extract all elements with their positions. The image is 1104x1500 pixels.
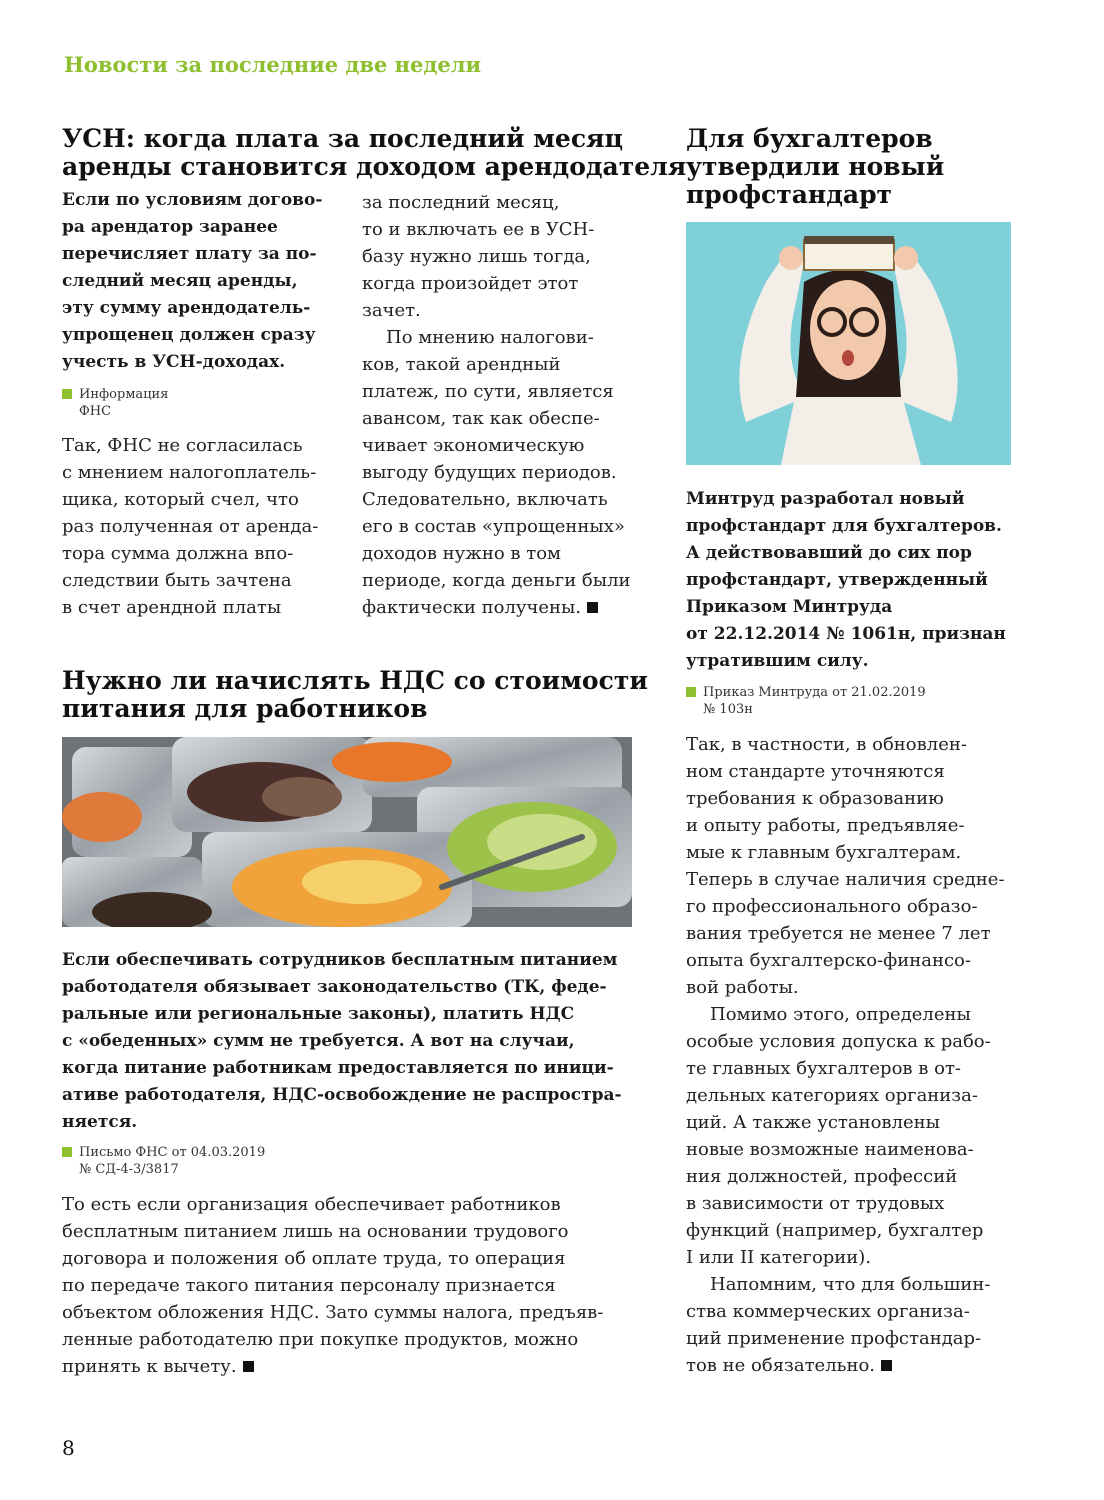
lead-line: работодателя обязывает законодательство (ТК, феде- xyxy=(62,977,607,997)
article3-source xyxy=(686,684,926,718)
body-line: функций (например, бухгалтер xyxy=(686,1220,984,1241)
lead-line: утратившим силу. xyxy=(686,651,869,671)
body-line: базу нужно лишь тогда, xyxy=(362,246,591,267)
headline-line: профстандарт xyxy=(686,180,893,209)
lead-line: профстандарт, утвержденный xyxy=(686,570,988,590)
body-line: ном стандарте уточняются xyxy=(686,761,945,782)
body-line: зачет. xyxy=(362,300,421,321)
body-line-text: тов не обязательно. xyxy=(686,1355,875,1376)
woman-with-book-photo-icon xyxy=(686,222,1011,465)
lead-line: Если обеспечивать сотрудников бесплатным питанием xyxy=(62,950,618,970)
body-line: авансом, так как обеспе- xyxy=(362,408,600,429)
lead-line: Если по условиям догово- xyxy=(62,190,323,210)
end-of-article-icon xyxy=(243,1361,254,1372)
article3-body xyxy=(686,731,1005,1379)
body-line-text: принять к вычету. xyxy=(62,1356,237,1377)
article1-body-right xyxy=(362,189,631,621)
lead-line: перечисляет плату за по- xyxy=(62,244,317,264)
body-line: го профессионального образо- xyxy=(686,896,978,917)
body-line: Следовательно, включать xyxy=(362,489,608,510)
body-line: выгоду будущих периодов. xyxy=(362,462,617,483)
body-line: опыта бухгалтерско-финансо- xyxy=(686,950,971,971)
body-line: ков, такой арендный xyxy=(362,354,561,375)
body-line: вой работы. xyxy=(686,977,799,998)
lead-line: профстандарт для бухгалтеров. xyxy=(686,516,1002,536)
woman-photo-illustration xyxy=(686,222,1011,465)
lead-line: няется. xyxy=(62,1112,138,1132)
body-line: ций применение профстандар- xyxy=(686,1328,982,1349)
article2-headline xyxy=(62,667,648,723)
lead-line: ральные или региональные законы), платить НДС xyxy=(62,1004,575,1024)
lead-line: А действовавший до сих пор xyxy=(686,543,972,563)
body-line: щика, который счел, что xyxy=(62,489,299,510)
source-bullet-icon xyxy=(62,389,72,399)
body-line: Напомним, что для большин- xyxy=(710,1274,991,1295)
body-line: Так, ФНС не согласилась xyxy=(62,435,303,456)
lead-line: упрощенец должен сразу xyxy=(62,325,316,345)
body-line: Так, в частности, в обновлен- xyxy=(686,734,967,755)
food-tray-photo-icon xyxy=(62,737,632,927)
lead-line: Минтруд разработал новый xyxy=(686,489,965,509)
lead-line: эту сумму арендодатель- xyxy=(62,298,311,318)
lead-line: учесть в УСН-доходах. xyxy=(62,352,286,372)
body-line: мые к главным бухгалтерам. xyxy=(686,842,962,863)
body-line: периоде, когда деньги были xyxy=(362,570,631,591)
body-line: с мнением налогоплатель- xyxy=(62,462,317,483)
body-line: чивает экономическую xyxy=(362,435,585,456)
lead-line: следний месяц аренды, xyxy=(62,271,298,291)
source-line: Информация xyxy=(79,387,169,402)
headline-line: Для бухгалтеров xyxy=(686,124,933,153)
body-line: ций. А также установлены xyxy=(686,1112,940,1133)
body-line: То есть если организация обеспечивает работников xyxy=(62,1194,561,1215)
source-line: № 103н xyxy=(703,702,753,717)
body-line: объектом обложения НДС. Зато суммы налога, предъяв- xyxy=(62,1302,604,1323)
body-line: новые возможные наименова- xyxy=(686,1139,974,1160)
body-line: платеж, по сути, является xyxy=(362,381,614,402)
body-line: дельных категориях организа- xyxy=(686,1085,978,1106)
body-line: вания требуется не менее 7 лет xyxy=(686,923,991,944)
body-line: ния должностей, профессий xyxy=(686,1166,958,1187)
body-line: Помимо этого, определены xyxy=(710,1004,971,1025)
headline-line: питания для работников xyxy=(62,694,428,723)
body-line: ленные работодателю при покупке продуктов, можно xyxy=(62,1329,579,1350)
body-line: Теперь в случае наличия средне- xyxy=(686,869,1005,890)
body-line: раз полученная от аренда- xyxy=(62,516,319,537)
section-header: Новости за последние две недели xyxy=(64,52,482,77)
body-line: и опыту работы, предъявляе- xyxy=(686,815,965,836)
body-line: то и включать ее в УСН- xyxy=(362,219,595,240)
body-line: требования к образованию xyxy=(686,788,944,809)
food-photo-illustration xyxy=(62,737,632,927)
headline-line: аренды становится доходом арендодателя xyxy=(62,152,687,181)
body-line: по передаче такого питания персоналу признается xyxy=(62,1275,556,1296)
article3-lead xyxy=(686,486,1006,675)
body-line-text: фактически получены. xyxy=(362,597,582,618)
body-line: за последний месяц, xyxy=(362,192,560,213)
body-line: в счет арендной платы xyxy=(62,597,282,618)
body-line: ства коммерческих организа- xyxy=(686,1301,970,1322)
source-line: № СД-4-3/3817 xyxy=(79,1162,179,1177)
page-number: 8 xyxy=(62,1436,75,1460)
body-line: в зависимости от трудовых xyxy=(686,1193,945,1214)
article2-body xyxy=(62,1191,603,1380)
end-of-article-icon xyxy=(881,1360,892,1371)
body-line-last xyxy=(362,594,631,621)
body-line-last xyxy=(62,1353,603,1380)
lead-line: ра арендатор заранее xyxy=(62,217,278,237)
headline-line: УСН: когда плата за последний месяц xyxy=(62,124,623,153)
body-line: особые условия допуска к рабо- xyxy=(686,1031,991,1052)
body-line: когда произойдет этот xyxy=(362,273,579,294)
article3-headline xyxy=(686,125,944,209)
article1-source xyxy=(62,386,168,420)
article1-body-left xyxy=(62,432,318,621)
article1-headline xyxy=(62,125,686,181)
body-line: те главных бухгалтеров в от- xyxy=(686,1058,961,1079)
lead-line: ативе работодателя, НДС-освобождение не распростра- xyxy=(62,1085,622,1105)
body-line: По мнению налогови- xyxy=(386,327,594,348)
lead-line: Приказом Минтруда xyxy=(686,597,893,617)
source-bullet-icon xyxy=(62,1147,72,1157)
source-line: ФНС xyxy=(79,404,112,419)
lead-line: от 22.12.2014 № 1061н, признан xyxy=(686,624,1006,644)
body-line: тора сумма должна впо- xyxy=(62,543,294,564)
source-line: Письмо ФНС от 04.03.2019 xyxy=(79,1145,266,1160)
body-line: его в состав «упрощенных» xyxy=(362,516,625,537)
source-line: Приказ Минтруда от 21.02.2019 xyxy=(703,685,926,700)
body-line: договора и положения об оплате труда, то операция xyxy=(62,1248,566,1269)
body-line: следствии быть зачтена xyxy=(62,570,292,591)
headline-line: Нужно ли начислять НДС со стоимости xyxy=(62,666,648,695)
source-bullet-icon xyxy=(686,687,696,697)
body-line: доходов нужно в том xyxy=(362,543,562,564)
article1-lead xyxy=(62,187,322,376)
end-of-article-icon xyxy=(587,602,598,613)
headline-line: утвердили новый xyxy=(686,152,945,181)
article2-lead xyxy=(62,947,622,1136)
article2-source xyxy=(62,1144,265,1178)
lead-line: с «обеденных» сумм не требуется. А вот на случаи, xyxy=(62,1031,575,1051)
body-line-last xyxy=(686,1352,1005,1379)
lead-line: когда питание работникам предоставляется по иници- xyxy=(62,1058,614,1078)
body-line: I или II категории). xyxy=(686,1247,872,1268)
body-line: бесплатным питанием лишь на основании трудового xyxy=(62,1221,569,1242)
